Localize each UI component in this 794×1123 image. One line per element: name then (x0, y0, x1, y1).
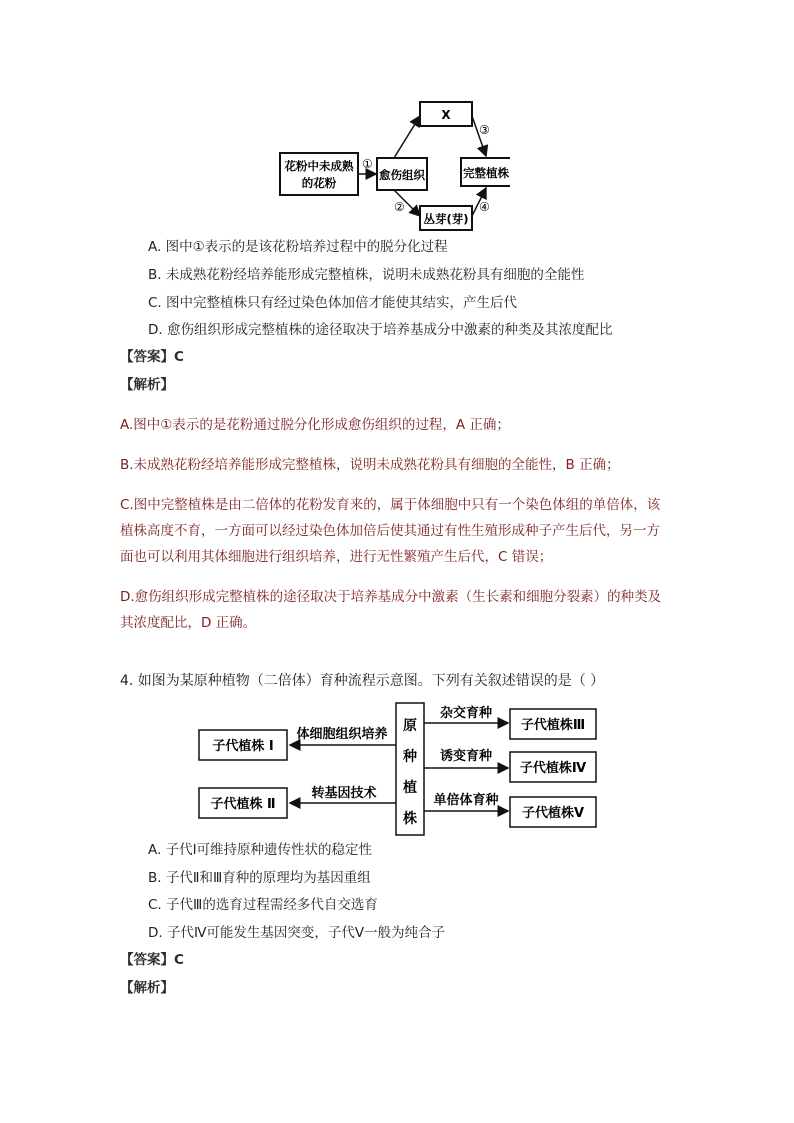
step-4-label: ④ (479, 200, 490, 214)
analysis-d-1: D.愈伤组织形成完整植株的途径取决于培养基成分中激素（生长素和细胞分裂素）的种类及 (120, 589, 662, 605)
q4-option-d: D. 子代Ⅳ可能发生基因突变，子代Ⅴ一般为纯合子 (148, 925, 446, 941)
q3-option-c: C. 图中完整植株只有经过染色体加倍才能使其结实，产生后代 (148, 295, 518, 311)
callus-box: 愈伤组织 (379, 168, 425, 182)
analysis-a: A.图中①表示的是花粉通过脱分化形成愈伤组织的过程，A 正确； (120, 417, 510, 433)
offspring-2-box: 子代植株 Ⅱ (210, 797, 276, 812)
step-2-label: ② (394, 200, 405, 214)
transgenic-label: 转基因技术 (311, 786, 377, 801)
arrow-to-x (394, 116, 420, 158)
whole-plant-box: 完整植株 (463, 166, 509, 180)
q3-option-a: A. 图中①表示的是该花粉培养过程中的脱分化过程 (148, 239, 448, 255)
offspring-3-box: 子代植株Ⅲ (520, 718, 586, 733)
haploid-breeding-label: 单倍体育种 (433, 793, 499, 808)
offspring-1-box: 子代植株 Ⅰ (212, 739, 274, 754)
mutation-breeding-label: 诱变育种 (439, 749, 493, 764)
breeding-flow-diagram (196, 700, 600, 840)
immature-pollen-box-line1: 花粉中未成熟 (284, 159, 354, 173)
center-char-2: 种 (403, 749, 417, 765)
analysis-c-3: 面也可以利用其体细胞进行组织培养，进行无性繁殖产生后代，C 错误； (120, 549, 553, 565)
q3-option-b: B. 未成熟花粉经培养能形成完整植株，说明未成熟花粉具有细胞的全能性 (148, 267, 585, 283)
center-char-3: 植 (403, 780, 417, 796)
analysis-d-2: 其浓度配比，D 正确。 (120, 615, 257, 631)
q4-analysis-label: 【解析】 (120, 980, 174, 996)
q4-stem: 4. 如图为某原种植物（二倍体）育种流程示意图。下列有关叙述错误的是（ ） (120, 673, 605, 689)
step-1-label: ① (362, 157, 373, 171)
q3-option-d: D. 愈伤组织形成完整植株的途径取决于培养基成分中激素的种类及其浓度配比 (148, 322, 613, 338)
analysis-b: B.未成熟花粉经培养能形成完整植株，说明未成熟花粉具有细胞的全能性，B 正确； (120, 457, 620, 473)
analysis-c-1: C.图中完整植株是由二倍体的花粉发育来的，属于体细胞中只有一个染色体组的单倍体，该 (120, 497, 661, 513)
center-char-1: 原 (403, 718, 417, 734)
offspring-4-box: 子代植株Ⅳ (519, 761, 587, 776)
center-char-4: 株 (403, 811, 417, 827)
analysis-c-2: 植株高度不育，一方面可以经过染色体加倍后使其通过有性生殖形成种子产生后代，另一方 (120, 523, 660, 539)
q3-answer: 【答案】C (120, 349, 184, 365)
x-box: X (441, 108, 451, 122)
q4-option-a: A. 子代Ⅰ可维持原种遗传性状的稳定性 (148, 842, 373, 858)
q3-analysis (120, 412, 680, 636)
q4-answer: 【答案】C (120, 952, 184, 968)
bud-box: 丛芽(芽) (423, 212, 469, 226)
tissue-culture-label: 体细胞组织培养 (296, 727, 388, 742)
hybrid-breeding-label: 杂交育种 (439, 706, 493, 721)
immature-pollen-box-line2: 的花粉 (301, 176, 337, 190)
q3-analysis-label: 【解析】 (120, 377, 174, 393)
pollen-culture-diagram (270, 98, 510, 234)
offspring-5-box: 子代植株Ⅴ (521, 806, 585, 821)
q4-option-b: B. 子代Ⅱ和Ⅲ育种的原理均为基因重组 (148, 870, 371, 886)
q4-option-c: C. 子代Ⅲ的选育过程需经多代自交选育 (148, 897, 378, 913)
step-3-label: ③ (479, 123, 490, 137)
